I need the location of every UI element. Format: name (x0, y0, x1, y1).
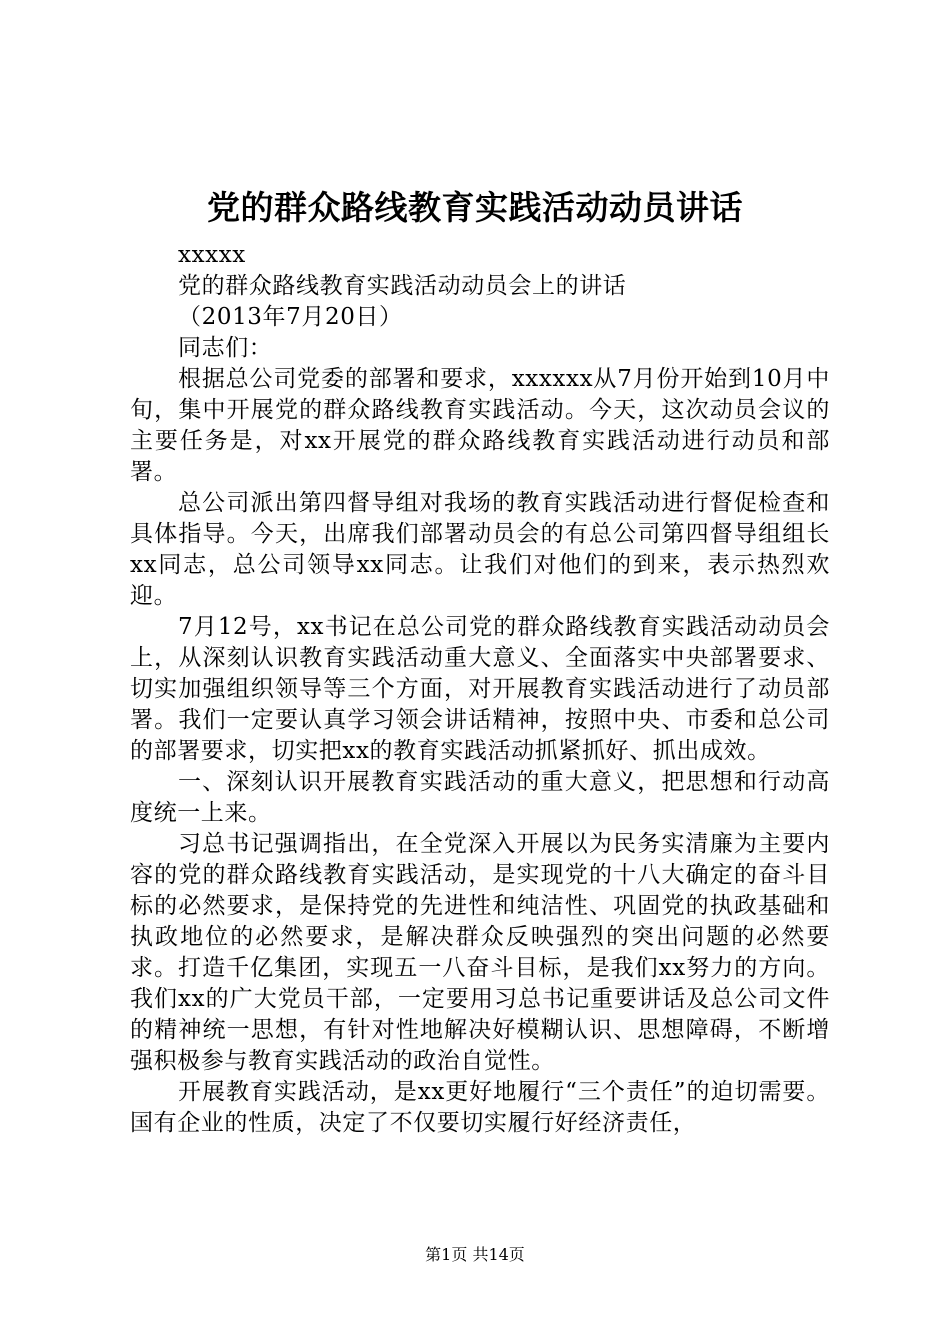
paragraph: 开展教育实践活动，是xx更好地履行“三个责任”的迫切需要。国有企业的性质，决定了不仅要切实履行好经济责任， (130, 1079, 830, 1136)
document-title: 党的群众路线教育实践活动动员讲话 (207, 188, 743, 227)
paragraph: 根据总公司党委的部署和要求，xxxxxx从7月份开始到10月中旬，集中开展党的群众路线教育实践活动。今天，这次动员会议的主要任务是，对xx开展党的群众路线教育实践活动进行动员和部署。 (130, 366, 830, 485)
paragraph: 总公司派出第四督导组对我场的教育实践活动进行督促检查和具体指导。今天，出席我们部署动员会的有总公司第四督导组组长xx同志，总公司领导xx同志。让我们对他们的到来，表示热烈欢迎。 (130, 490, 830, 609)
speech-date: （2013年7月20日） (178, 304, 403, 330)
paragraph: 习总书记强调指出，在全党深入开展以为民务实清廉为主要内容的党的群众路线教育实践活动，是实现党的十八大确定的奋斗目标的必然要求，是保持党的先进性和纯洁性、巩固党的执政基础和执政地位的必然要求，是解决群众反映强烈的突出问题的必然要求。打造千亿集团，实现五一八奋斗目标，是我们xx努力的方向。我们xx的广大党员干部，一定要用习总书记重要讲话及总公司文件的精神统一思想，有针对性地解决好模糊认识、思想障碍，不断增强积极参与教育实践活动的政治自觉性。 (130, 831, 830, 1074)
speech-subtitle: 党的群众路线教育实践活动动员会上的讲话 (178, 273, 627, 299)
paragraph: 7月12号，xx书记在总公司党的群众路线教育实践活动动员会上，从深刻认识教育实践活动重大意义、全面落实中央部署要求、切实加强组织领导等三个方面，对开展教育实践活动进行了动员部署。我们一定要认真学习领会讲话精神，按照中央、市委和总公司的部署要求，切实把xx的教育实践活动抓紧抓好、抓出成效。 (130, 614, 830, 764)
author-line: xxxxx (178, 242, 246, 268)
document-body (130, 240, 830, 1139)
section-heading: 一、深刻认识开展教育实践活动的重大意义，把思想和行动高度统一上来。 (130, 769, 830, 826)
page-number-footer: 第1页 共14页 (425, 1245, 525, 1264)
salutation: 同志们： (178, 335, 273, 361)
